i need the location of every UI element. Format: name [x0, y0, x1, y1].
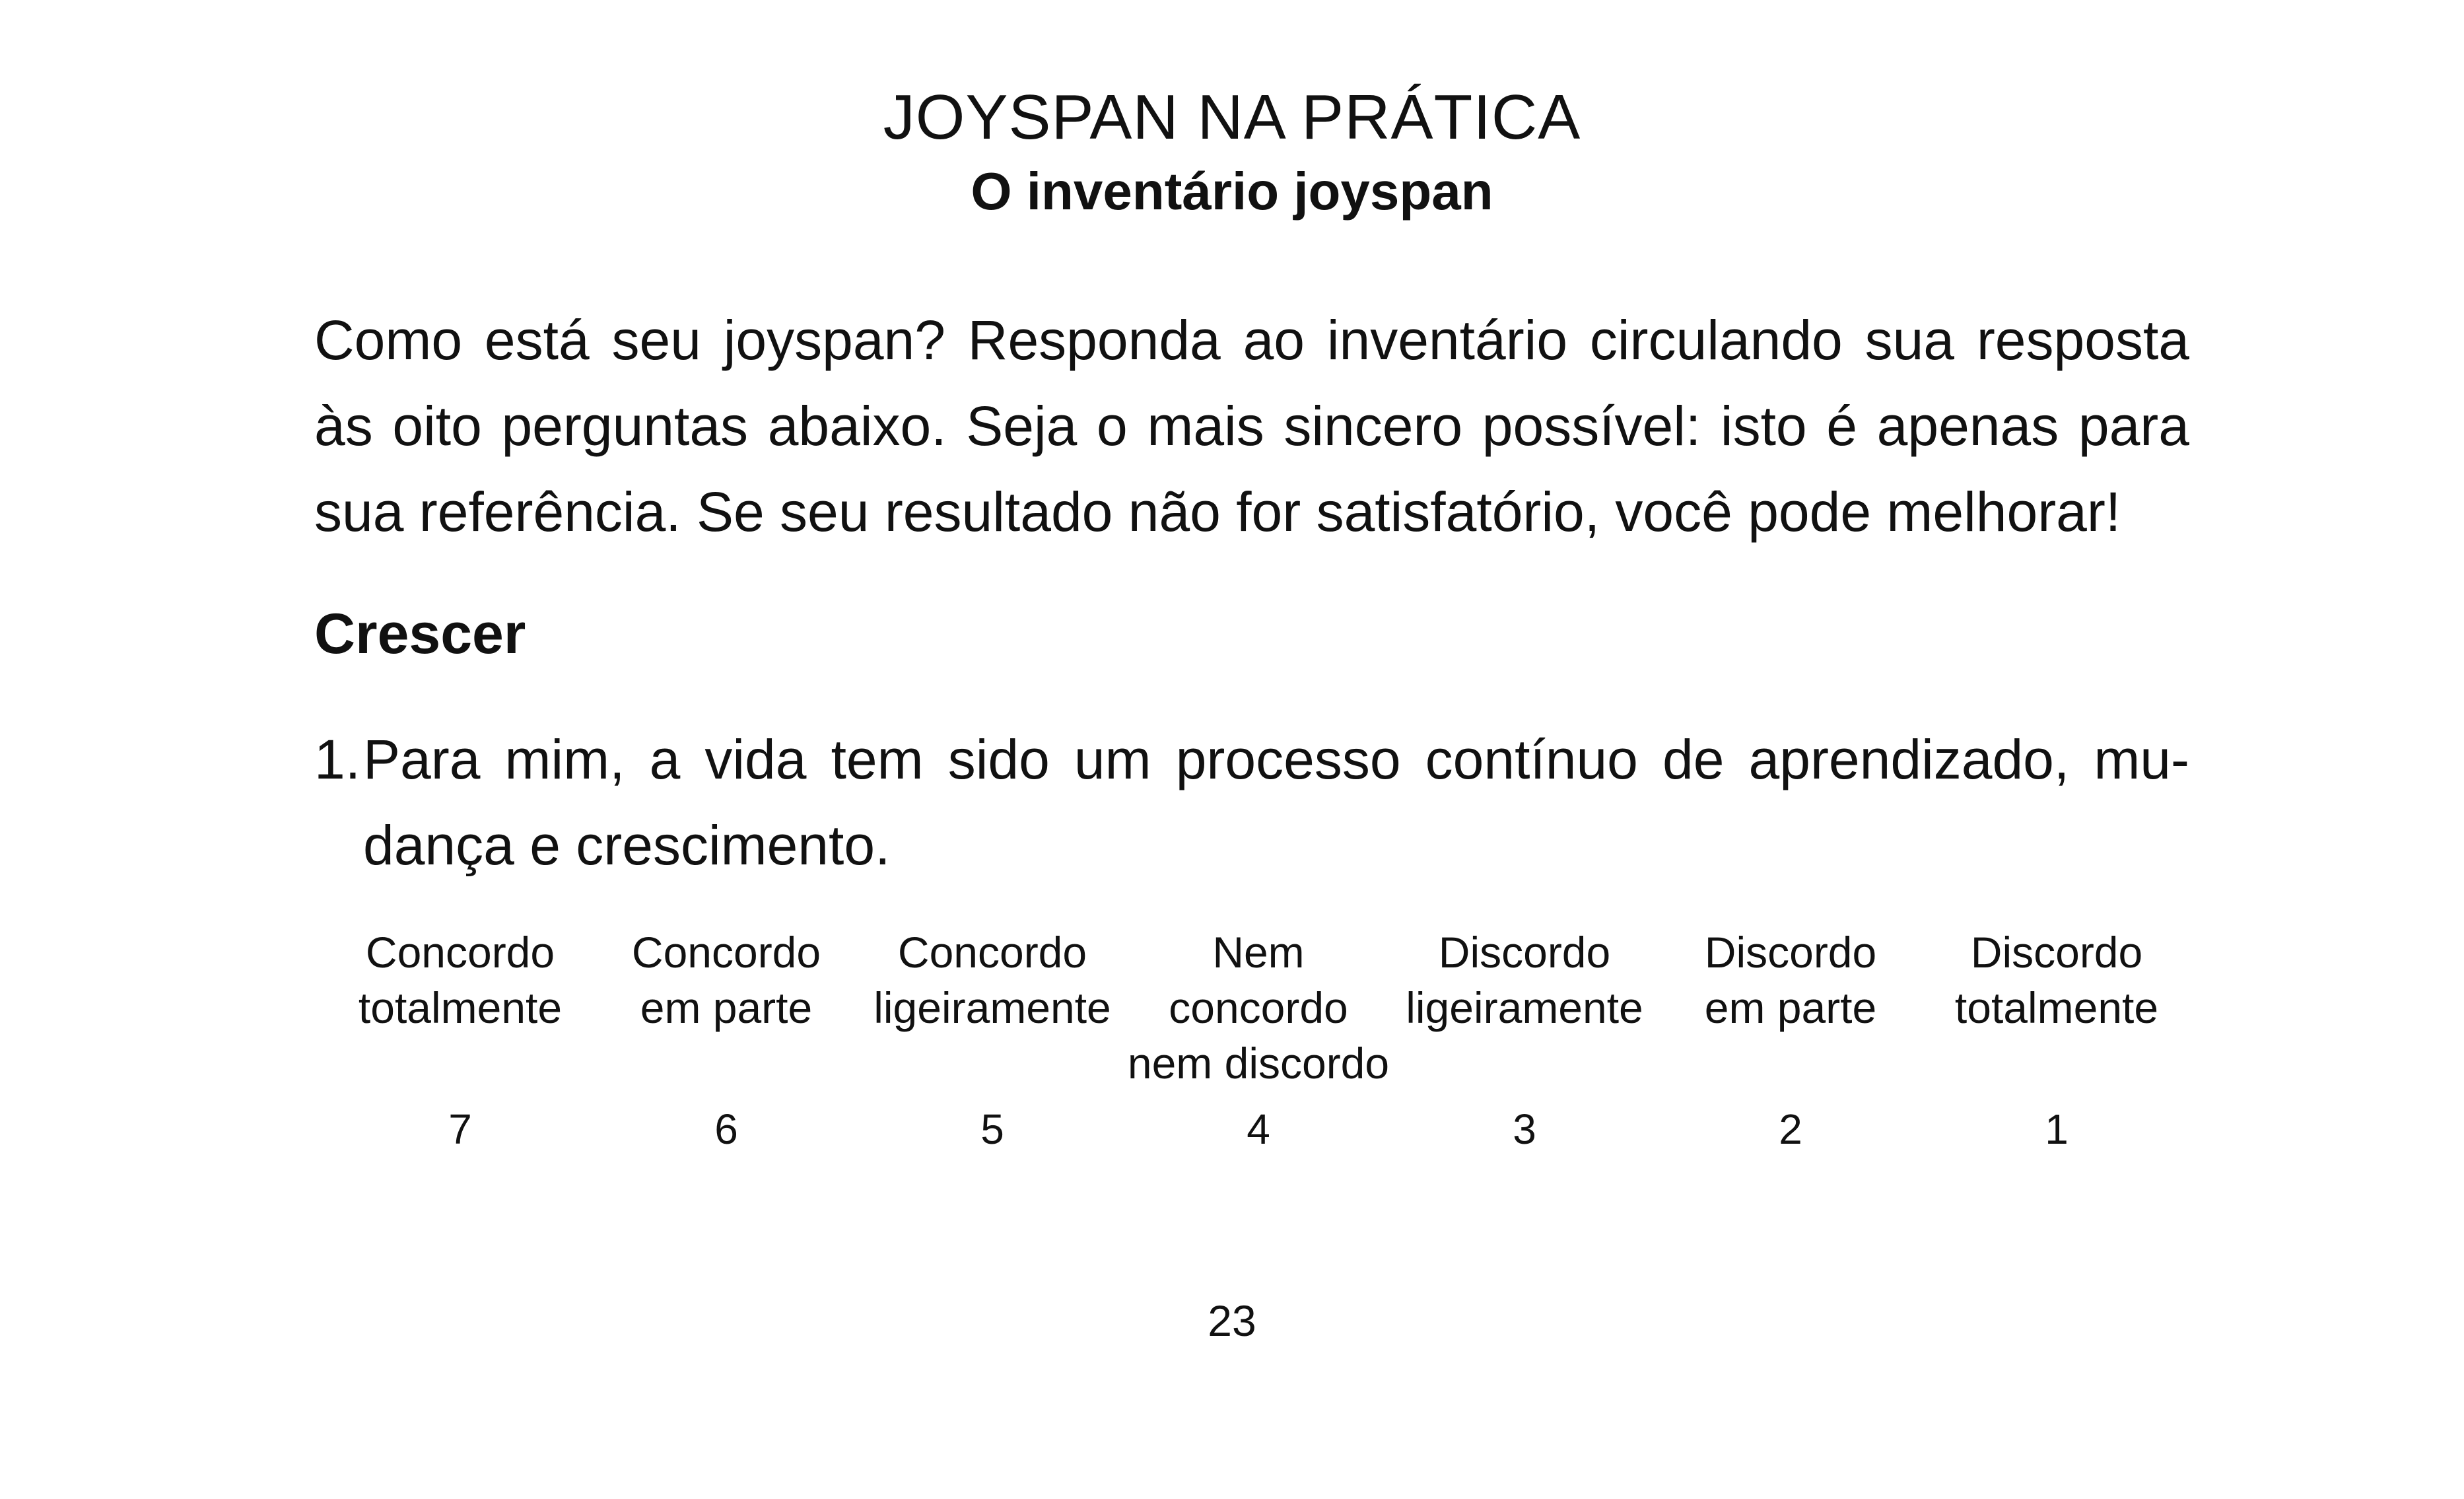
scale-label-line: nem discordo	[1127, 1039, 1390, 1088]
scale-option-label	[632, 924, 821, 1103]
question-number: 1.	[314, 728, 361, 790]
scale-label-line: ligeiramente	[1406, 983, 1643, 1032]
scale-option-label	[1955, 924, 2158, 1103]
scale-label-line: totalmente	[358, 983, 563, 1032]
scale-label-line: Discordo	[1438, 928, 1611, 977]
scale-label-line: totalmente	[1954, 983, 2159, 1032]
scale-label-line: Concordo	[897, 928, 1087, 977]
scale-option-label	[873, 924, 1111, 1103]
scale-option-label	[359, 924, 562, 1103]
scale-label-line: Concordo	[631, 928, 821, 977]
scale-option[interactable]	[1392, 924, 1657, 1156]
scale-label-line: concordo	[1169, 983, 1348, 1032]
scale-option-value[interactable]: 3	[1513, 1105, 1536, 1153]
scale-option-value[interactable]: 7	[448, 1105, 472, 1153]
page-number: 23	[1208, 1296, 1256, 1345]
scale-option-value[interactable]: 6	[714, 1105, 738, 1153]
scale-option[interactable]	[1126, 924, 1391, 1156]
question-line: dança e crescimento.	[363, 814, 891, 876]
scale-option[interactable]	[594, 924, 859, 1156]
scale-option-label	[1128, 924, 1389, 1103]
scale-option-value[interactable]: 4	[1247, 1105, 1270, 1153]
page-subtitle: O inventário joyspan	[971, 162, 1493, 221]
scale-label-line: Discordo	[1970, 928, 2143, 977]
scale-label-line: Concordo	[365, 928, 555, 977]
section-heading: Crescer	[314, 602, 526, 666]
question-text	[363, 716, 2189, 888]
scale-label-line: Nem	[1212, 928, 1305, 977]
scale-label-line: em parte	[1704, 983, 1877, 1032]
likert-scale	[327, 924, 2189, 1156]
page-title: JOYSPAN NA PRÁTICA	[883, 82, 1581, 153]
scale-option-value[interactable]: 5	[980, 1105, 1004, 1153]
intro-line: às oito perguntas abaixo. Seja o mais sincero possível: isto é apenas para	[314, 395, 2189, 457]
intro-line: sua referência. Se seu resultado não for satisfatório, você pode melhorar!	[314, 481, 2121, 543]
scale-option[interactable]	[1658, 924, 1923, 1156]
scale-option[interactable]	[327, 924, 593, 1156]
scale-option-value[interactable]: 2	[1779, 1105, 1802, 1153]
scale-label-line: ligeiramente	[873, 983, 1111, 1032]
scale-option-value[interactable]: 1	[2045, 1105, 2069, 1153]
intro-line: Como está seu joyspan? Responda ao inventário circulando sua resposta	[314, 309, 2189, 371]
scale-label-line: Discordo	[1704, 928, 1877, 977]
scale-option-label	[1406, 924, 1643, 1103]
scale-option[interactable]	[860, 924, 1125, 1156]
scale-option-label	[1705, 924, 1876, 1103]
question-line: Para mim, a vida tem sido um processo contínuo de aprendizado, mu-	[363, 728, 2189, 790]
scale-label-line: em parte	[640, 983, 813, 1032]
intro-paragraph	[314, 297, 2189, 555]
scale-option[interactable]	[1924, 924, 2189, 1156]
